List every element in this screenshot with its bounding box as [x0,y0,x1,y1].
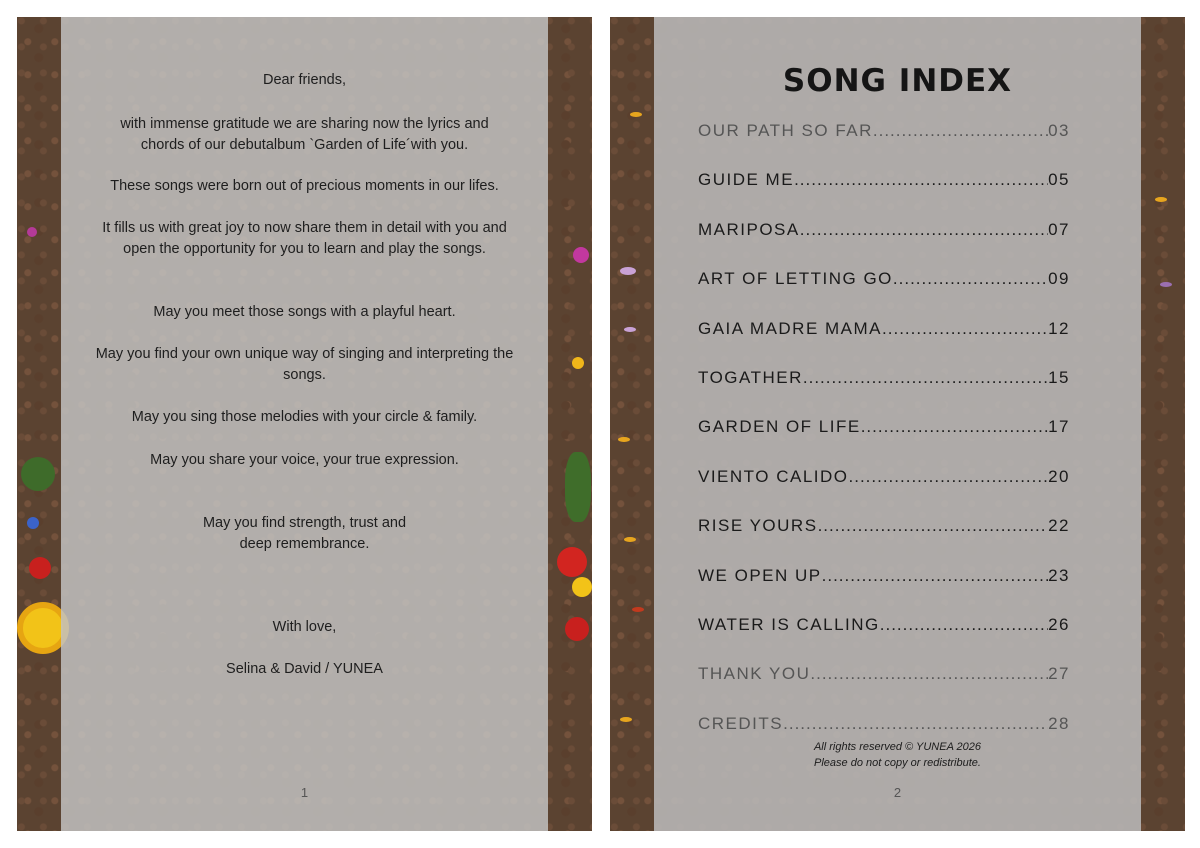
petal-decoration [624,537,636,542]
petal-decoration [632,607,644,612]
song-page-number: 27 [1048,664,1070,684]
song-index-page [610,17,1185,831]
song-page-number: 09 [1048,269,1070,289]
index-entry[interactable] [698,612,1070,661]
letter-body [61,513,548,555]
flower-decoration [27,227,37,237]
song-title: RISE YOURS [698,516,818,536]
dot-leader [873,118,1048,167]
song-title: GARDEN OF LIFE [698,417,861,437]
index-panel [654,17,1141,831]
index-entry[interactable] [698,217,1070,266]
flower-decoration [572,357,584,369]
flower-decoration [572,577,592,597]
letter-paragraph: May you find strength, trust and deep remembrance. [202,515,407,552]
dot-leader [810,661,1048,710]
flower-decoration [557,547,587,577]
song-page-number: 15 [1048,367,1070,387]
letter-paragraph: These songs were born out of precious moments in our lifes. [110,178,499,194]
letter-paragraph: May you sing those melodies with your circle & family. [131,409,478,425]
song-title: WE OPEN UP [698,565,822,585]
song-title: MARIPOSA [698,219,800,239]
song-page-number: 28 [1048,713,1070,733]
index-entry[interactable] [698,414,1070,463]
letter-body [61,344,548,386]
index-entry[interactable] [698,464,1070,513]
index-entry[interactable] [698,513,1070,562]
dot-leader [880,612,1048,661]
greeting-text: Dear friends, [262,72,346,88]
song-title: TOGATHER [698,367,803,387]
copyright-line: Please do not copy or redistribute. [814,757,981,769]
index-entry[interactable] [698,365,1070,414]
song-title: CREDITS [698,713,784,733]
copyright-line: All rights reserved © YUNEA 2026 [813,741,982,753]
flower-decoration [565,617,589,641]
letter-paragraph: May you share your voice, your true expression. [150,452,459,468]
index-entry[interactable] [698,563,1070,612]
dot-leader [794,167,1048,216]
letter-paragraph: May you find your own unique way of singing and interpreting the songs. [95,346,514,383]
song-title: GAIA MADRE MAMA [698,318,883,338]
dot-leader [882,316,1048,365]
letter-paragraph: with immense gratitude we are sharing now the lyrics and chords of our debutalbum `Garden of Life´with you. [120,116,489,153]
dot-leader [800,217,1048,266]
song-title: OUR PATH SO FAR [698,121,873,140]
flower-decoration [21,457,55,491]
letter-body [61,114,548,156]
index-entry[interactable] [698,167,1070,216]
song-title: ART OF LETTING GO [698,269,893,289]
copyright-notice [654,739,1141,771]
dot-leader [849,464,1049,513]
song-page-number: 17 [1048,417,1070,437]
petal-decoration [624,327,636,332]
letter-signature [61,659,548,680]
song-title: WATER IS CALLING [698,614,880,634]
flower-decoration [565,452,591,522]
index-entry[interactable] [698,118,1070,167]
dot-leader [893,266,1048,315]
petal-decoration [620,717,632,722]
song-page-number: 26 [1048,614,1070,634]
song-page-number: 23 [1048,565,1070,585]
petal-decoration [1160,282,1172,287]
letter-body [61,450,548,471]
letter-paragraph: It fills us with great joy to now share them in detail with you and open the opportunity for you to learn and play the songs. [102,220,507,257]
flower-decoration [27,517,39,529]
song-title: GUIDE ME [698,170,795,190]
letter-body [61,176,548,197]
petal-decoration [620,267,636,275]
index-title: SONG INDEX [782,63,1013,99]
index-entry[interactable] [698,661,1070,710]
letter-body [61,302,548,323]
song-title: VIENTO CALIDO [698,466,849,486]
petal-decoration [1155,197,1167,202]
letter-body [61,407,548,428]
index-entry[interactable] [698,266,1070,315]
letter-panel [61,17,548,831]
flower-decoration [573,247,589,263]
signature-text: Selina & David / YUNEA [226,661,383,677]
song-page-number: 20 [1048,466,1070,486]
song-page-number: 22 [1048,516,1070,536]
song-page-number: 12 [1048,318,1070,338]
flower-decoration [29,557,51,579]
dot-leader [803,365,1048,414]
dot-leader [818,513,1049,562]
song-page-number: 05 [1048,170,1070,190]
letter-body [61,218,548,260]
dot-leader [861,414,1048,463]
page-number: 2 [893,785,902,800]
petal-decoration [618,437,630,442]
petal-decoration [630,112,642,117]
letter-closing [61,617,548,638]
letter-greeting [61,70,548,91]
index-entry[interactable] [698,316,1070,365]
song-index-list [698,118,1070,760]
closing-text: With love, [272,619,337,635]
page-number: 1 [300,785,309,800]
letter-paragraph: May you meet those songs with a playful heart. [153,304,456,320]
song-title: THANK YOU [698,664,811,684]
song-page-number: 07 [1048,219,1070,239]
dot-leader [822,563,1048,612]
song-page-number: 03 [1048,121,1070,140]
letter-page [17,17,592,831]
